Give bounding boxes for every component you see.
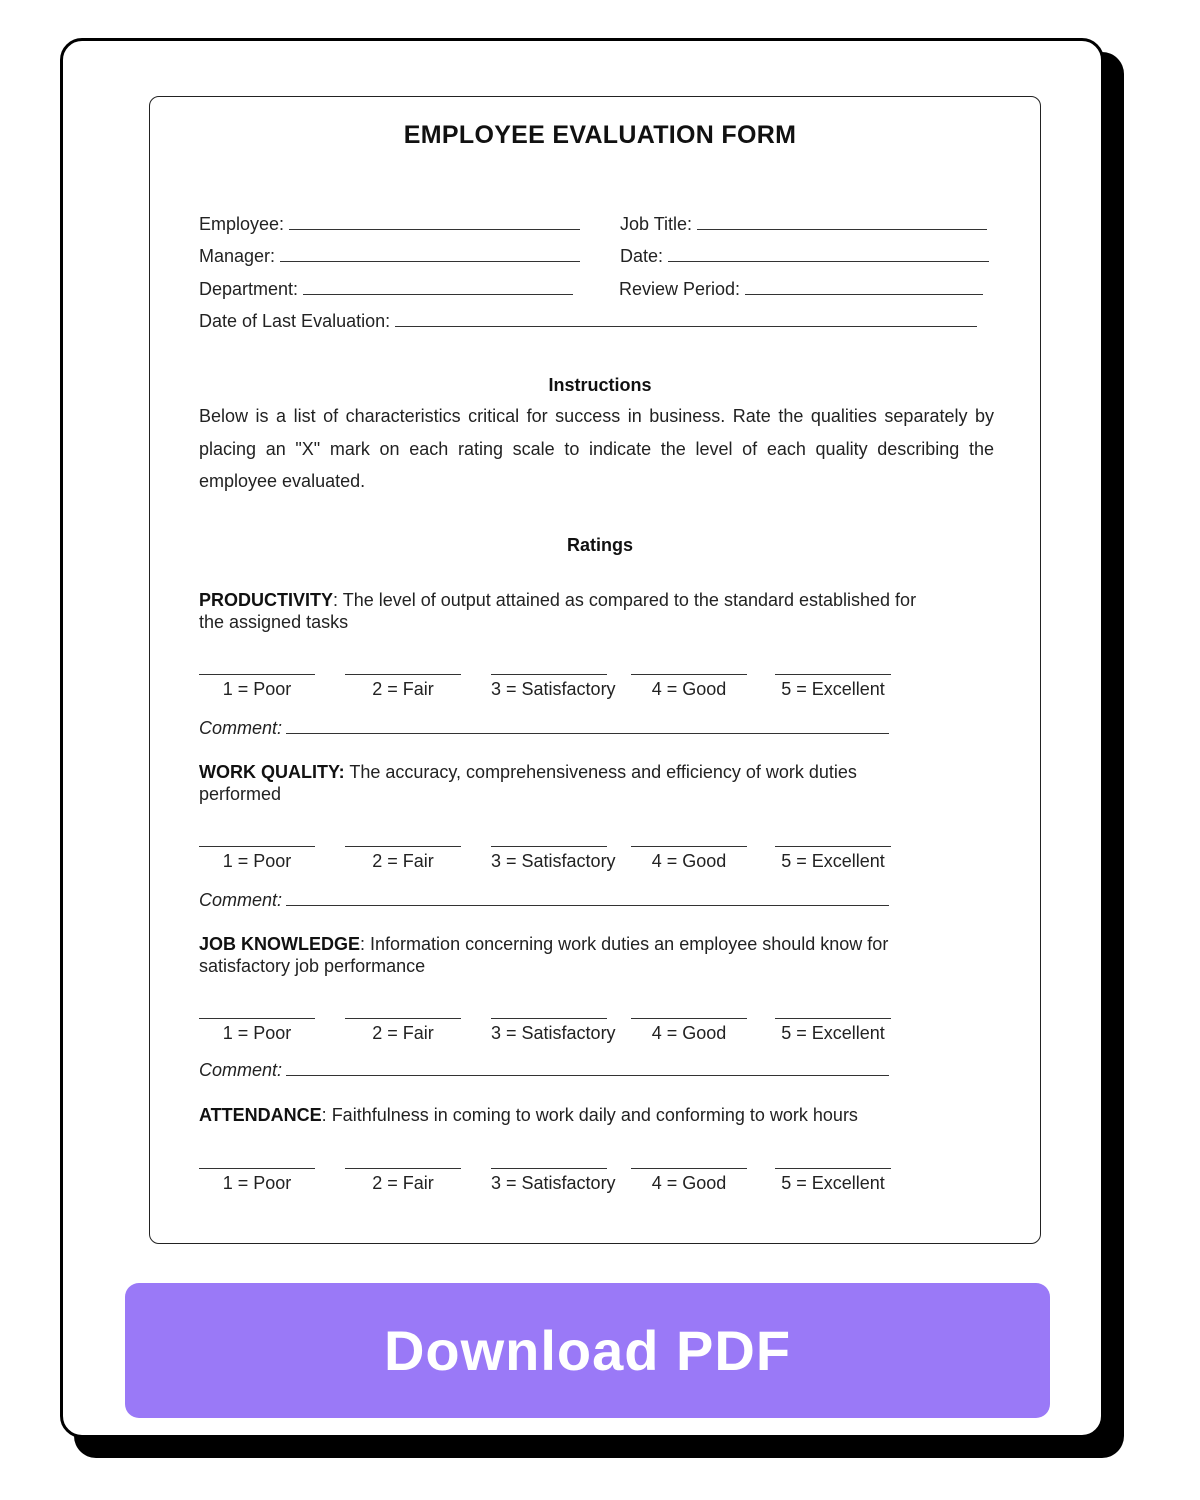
rating-scale-productivity: [199, 662, 899, 699]
rating-option[interactable]: [345, 834, 461, 872]
rating-label: 4 = Good: [651, 1023, 727, 1043]
rating-blank[interactable]: [199, 662, 315, 675]
rating-label: 4 = Good: [651, 851, 727, 871]
rating-blank[interactable]: [345, 834, 461, 847]
rating-label: 2 = Fair: [372, 851, 434, 871]
rating-label: 2 = Fair: [372, 679, 434, 699]
rating-option[interactable]: [775, 1156, 891, 1194]
rating-label: 5 = Excellent: [781, 1173, 885, 1193]
rating-scale-work-quality: [199, 834, 899, 871]
rating-option[interactable]: [631, 834, 747, 872]
rating-blank[interactable]: [199, 834, 315, 847]
rating-blank[interactable]: [345, 1156, 461, 1169]
rating-blank[interactable]: [491, 662, 607, 675]
rating-option[interactable]: [491, 834, 616, 872]
rating-option[interactable]: [775, 834, 891, 872]
rating-blank[interactable]: [491, 1006, 607, 1019]
rating-option[interactable]: [631, 662, 747, 700]
rating-blank[interactable]: [631, 1156, 747, 1169]
rating-option[interactable]: [199, 662, 315, 700]
ratings-heading: Ratings: [566, 535, 633, 555]
rating-blank[interactable]: [199, 1156, 315, 1169]
instructions-text: Below is a list of characteristics critical for success in business. Rate the qualities separately by placing an "X" mark on each rating scale to indicate the level of each quality describing the employee evaluated.: [199, 406, 994, 491]
rating-option[interactable]: [775, 1006, 891, 1044]
rating-label: 1 = Poor: [222, 851, 292, 871]
rating-label: 1 = Poor: [222, 1023, 292, 1043]
department-field: Department:: [199, 278, 573, 300]
review-period-field: Review Period:: [619, 278, 983, 300]
last-evaluation-field: Date of Last Evaluation:: [199, 310, 977, 332]
rating-blank[interactable]: [775, 1006, 891, 1019]
criterion-work-quality: WORK QUALITY: The accuracy, comprehensiveness and efficiency of work duties performed: [199, 762, 857, 804]
rating-option[interactable]: [775, 662, 891, 700]
download-pdf-button[interactable]: Download PDF: [125, 1283, 1050, 1418]
rating-blank[interactable]: [491, 1156, 607, 1169]
rating-label: 5 = Excellent: [781, 851, 885, 871]
rating-label: 5 = Excellent: [781, 1023, 885, 1043]
comment-job-knowledge: Comment:: [199, 1059, 889, 1081]
rating-option[interactable]: [199, 1156, 315, 1194]
rating-option[interactable]: [631, 1156, 747, 1194]
rating-label: 2 = Fair: [372, 1023, 434, 1043]
instructions-heading: Instructions: [548, 375, 652, 395]
rating-blank[interactable]: [631, 1006, 747, 1019]
rating-option[interactable]: [491, 1156, 616, 1194]
rating-option[interactable]: [345, 1156, 461, 1194]
rating-label: 3 = Satisfactory: [491, 851, 616, 871]
rating-option[interactable]: [491, 662, 616, 700]
rating-label: 4 = Good: [651, 1173, 727, 1193]
rating-option[interactable]: [491, 1006, 616, 1044]
rating-option[interactable]: [345, 1006, 461, 1044]
rating-blank[interactable]: [491, 834, 607, 847]
rating-blank[interactable]: [775, 662, 891, 675]
comment-productivity: Comment:: [199, 717, 889, 739]
rating-label: 5 = Excellent: [781, 679, 885, 699]
rating-option[interactable]: [199, 1006, 315, 1044]
rating-label: 4 = Good: [651, 679, 727, 699]
employee-field: Employee:: [199, 213, 580, 235]
rating-blank[interactable]: [345, 1006, 461, 1019]
job-title-field: Job Title:: [620, 213, 987, 235]
rating-label: 3 = Satisfactory: [491, 1173, 616, 1193]
rating-blank[interactable]: [775, 1156, 891, 1169]
rating-blank[interactable]: [631, 662, 747, 675]
rating-scale-job-knowledge: [199, 1006, 899, 1043]
comment-work-quality: Comment:: [199, 889, 889, 911]
criterion-attendance: ATTENDANCE: Faithfulness in coming to work daily and conforming to work hours: [199, 1105, 858, 1125]
rating-scale-attendance: [199, 1156, 899, 1193]
rating-label: 3 = Satisfactory: [491, 679, 616, 699]
criterion-productivity: PRODUCTIVITY: The level of output attained as compared to the standard established for the assigned tasks: [199, 590, 917, 632]
rating-option[interactable]: [631, 1006, 747, 1044]
rating-label: 3 = Satisfactory: [491, 1023, 616, 1043]
rating-blank[interactable]: [775, 834, 891, 847]
rating-blank[interactable]: [631, 834, 747, 847]
criterion-job-knowledge: JOB KNOWLEDGE: Information concerning work duties an employee should know for satisfactory job performance: [199, 934, 889, 976]
rating-option[interactable]: [199, 834, 315, 872]
rating-label: 1 = Poor: [222, 1173, 292, 1193]
manager-field: Manager:: [199, 245, 580, 267]
form-title: EMPLOYEE EVALUATION FORM: [403, 121, 797, 149]
rating-option[interactable]: [345, 662, 461, 700]
rating-label: 2 = Fair: [372, 1173, 434, 1193]
rating-blank[interactable]: [345, 662, 461, 675]
date-field: Date:: [620, 245, 989, 267]
rating-label: 1 = Poor: [222, 679, 292, 699]
rating-blank[interactable]: [199, 1006, 315, 1019]
